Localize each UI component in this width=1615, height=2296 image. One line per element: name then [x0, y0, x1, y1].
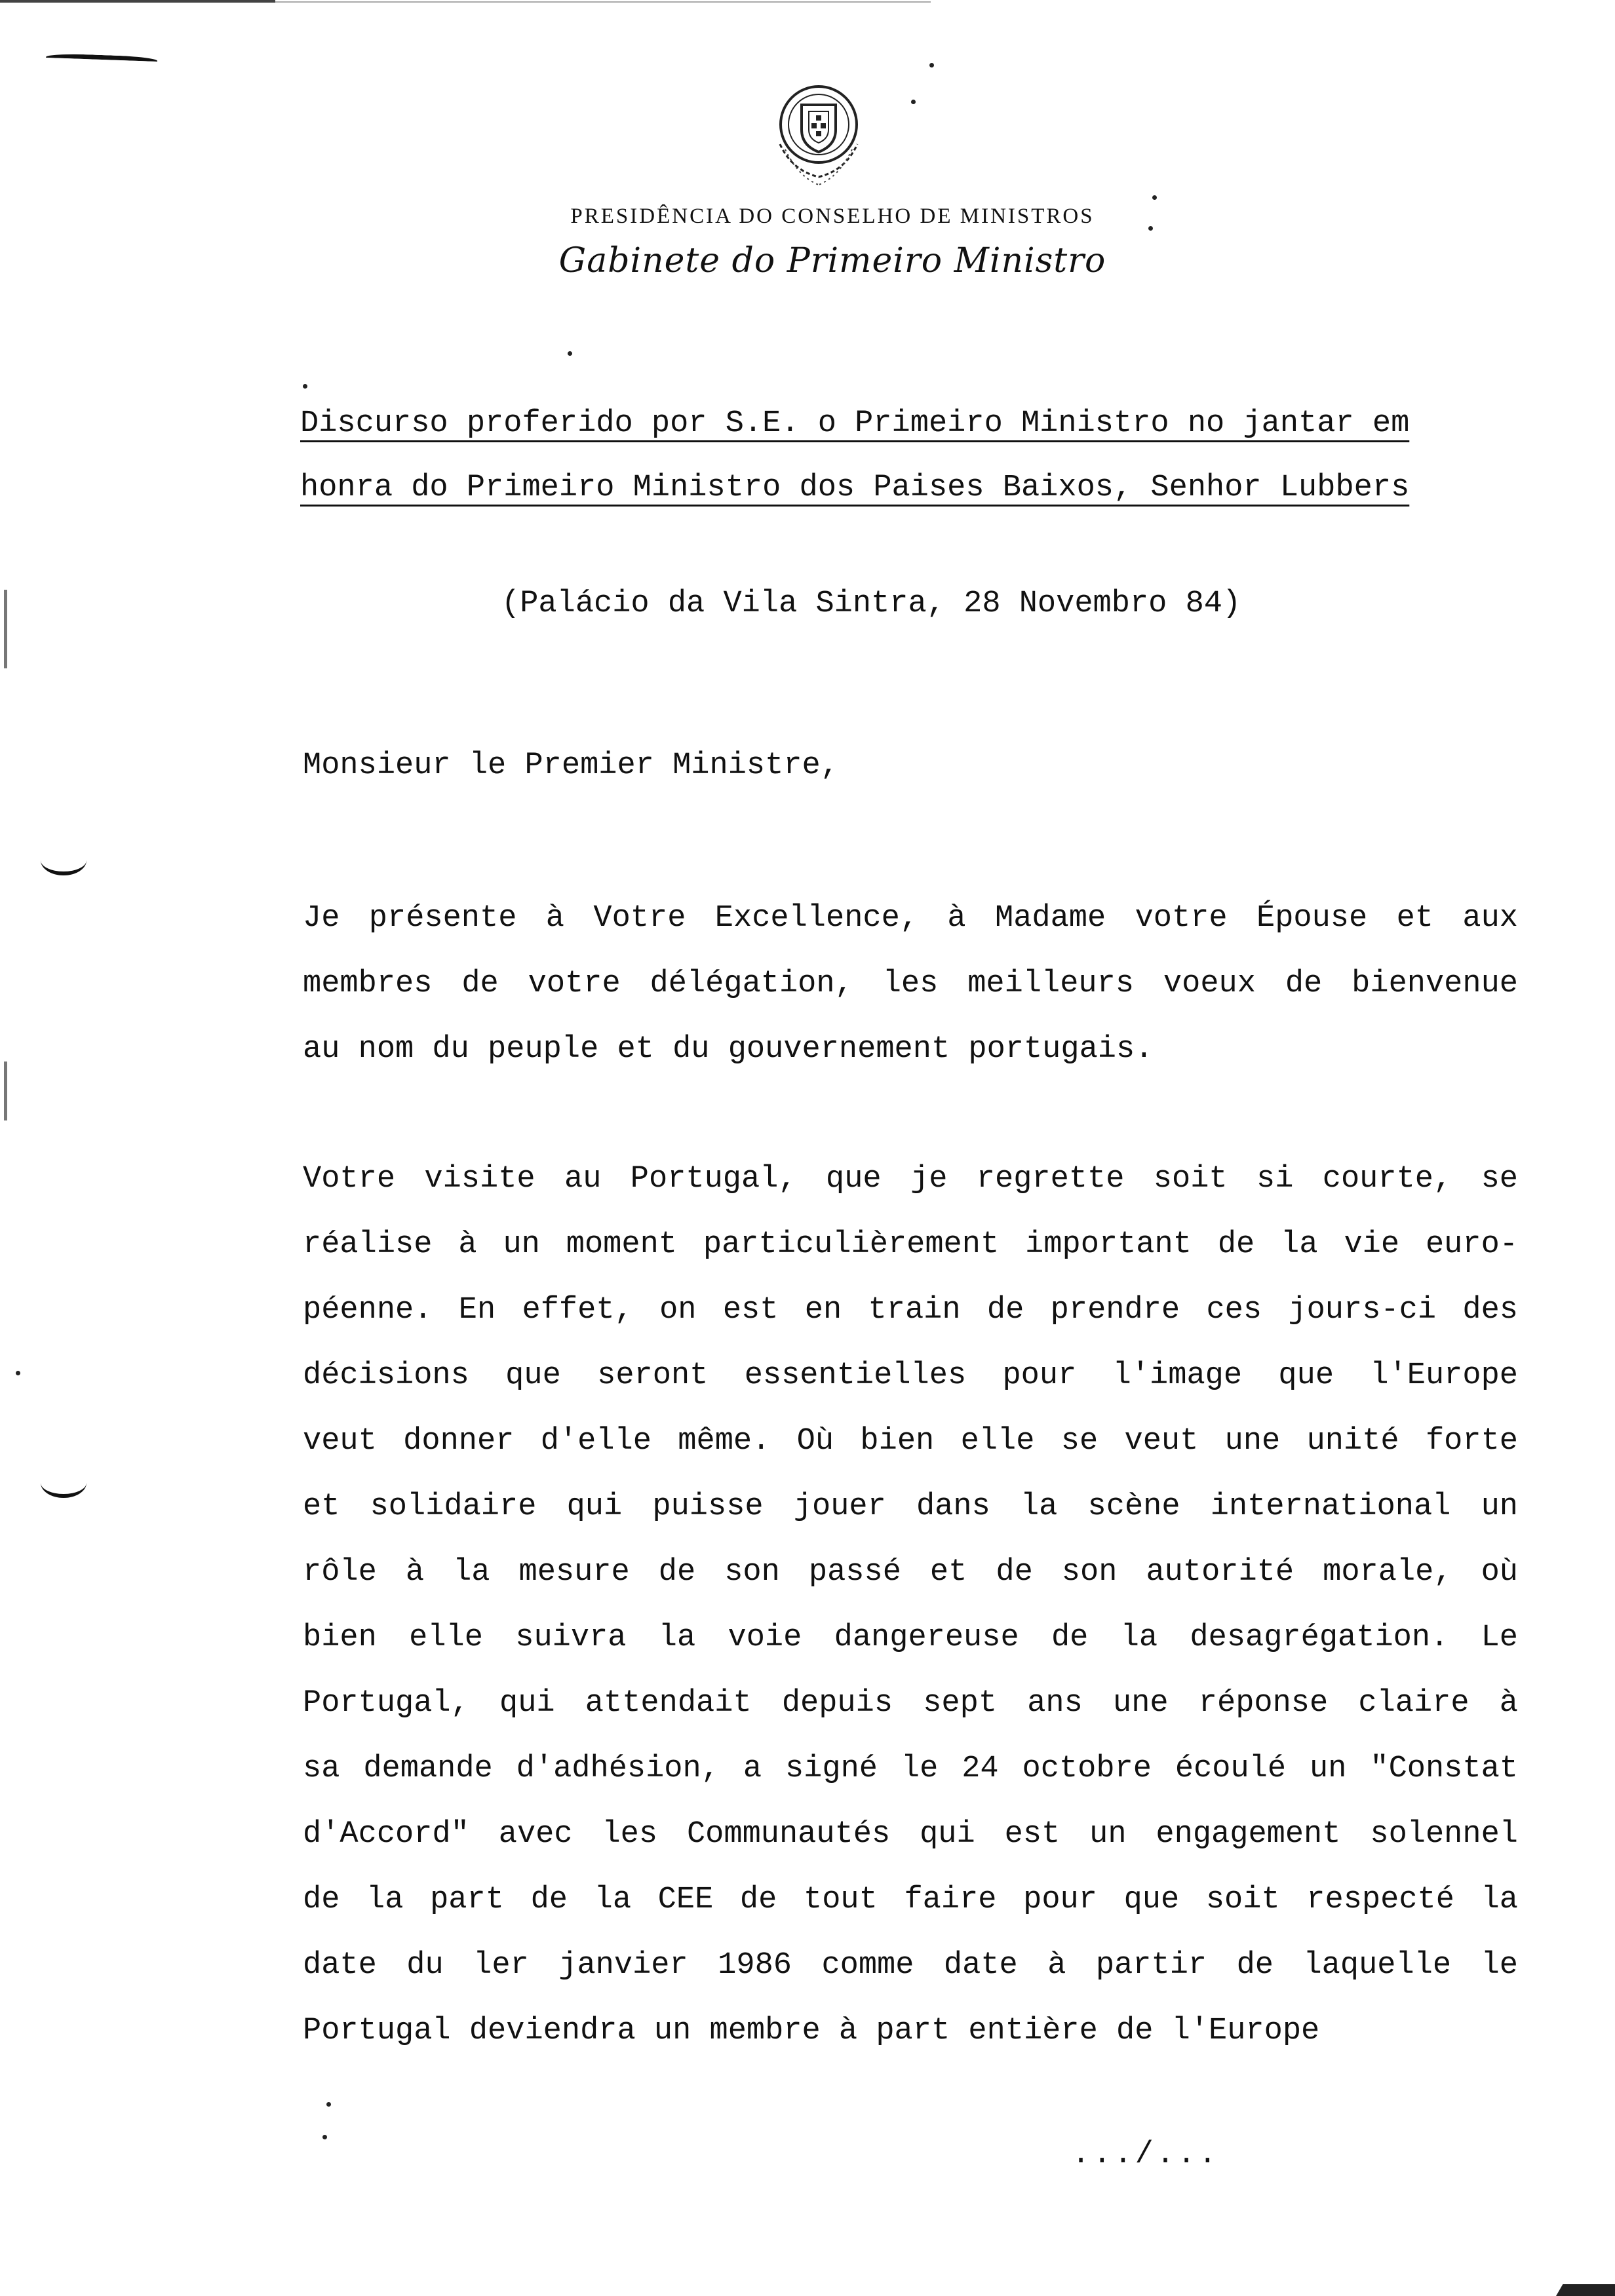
- scan-speck: [326, 2102, 331, 2107]
- scan-speck: [322, 2135, 327, 2139]
- paragraph-welcome: [303, 886, 1518, 1082]
- text-line: Votre visite au Portugal, que je regrette soit si courte, se: [303, 1162, 1518, 1196]
- text-line: et solidaire qui puisse jouer dans la scène international un: [303, 1489, 1518, 1524]
- text-line: au nom du peuple et du gouvernement portugais.: [303, 1032, 1154, 1067]
- scan-speck: [568, 351, 572, 356]
- document-title-line-2: honra do Primeiro Ministro dos Paises Baixos, Senhor Lubbers: [300, 470, 1410, 505]
- document-title-line-1: Discurso proferido por S.E. o Primeiro Ministro no jantar em: [300, 406, 1410, 441]
- scan-edge: [1556, 2284, 1615, 2296]
- scan-mark: [46, 53, 157, 67]
- scan-mark: [4, 590, 7, 668]
- text-line: bien elle suivra la voie dangereuse de la desagrégation. Le: [303, 1620, 1518, 1655]
- text-line: membres de votre délégation, les meilleurs voeux de bienvenue: [303, 966, 1518, 1001]
- scan-speck: [911, 100, 916, 104]
- text-line: de la part de la CEE de tout faire pour que soit respecté la: [303, 1883, 1518, 1917]
- scan-speck: [929, 63, 934, 67]
- text-line: rôle à la mesure de son passé et de son autorité morale, où: [303, 1555, 1518, 1590]
- text-line: Portugal, qui attendait depuis sept ans une réponse claire à: [303, 1686, 1518, 1721]
- scan-speck: [303, 384, 307, 389]
- text-line: Portugal deviendra un membre à part entière de l'Europe: [303, 2014, 1320, 2048]
- scan-mark: [4, 1062, 7, 1120]
- text-line: réalise à un moment particulièrement important de la vie euro-: [303, 1227, 1518, 1262]
- office-signature-line: Gabinete do Primeiro Ministro: [558, 241, 1106, 280]
- binder-hole: [41, 845, 87, 875]
- text-line: décisions que seront essentielles pour l'image que l'Europe: [303, 1358, 1518, 1393]
- text-line: sa demande d'adhésion, a signé le 24 octobre écoulé un "Constat: [303, 1751, 1518, 1786]
- scan-edge: [0, 0, 275, 3]
- text-line: d'Accord" avec les Communautés qui est un engagement solennel: [303, 1817, 1518, 1852]
- text-line: veut donner d'elle même. Où bien elle se veut une unité forte: [303, 1424, 1518, 1459]
- paragraph-visit: [303, 1147, 1518, 2064]
- institution-heading: PRESIDÊNCIA DO CONSELHO DE MINISTROS: [570, 204, 1095, 228]
- scan-speck: [16, 1371, 20, 1375]
- salutation: Monsieur le Premier Ministre,: [303, 748, 839, 783]
- binder-hole: [41, 1468, 87, 1498]
- text-line: péenne. En effet, on est en train de prendre ces jours-ci des: [303, 1293, 1518, 1328]
- page-continuation-mark: .../...: [1072, 2137, 1220, 2172]
- scan-speck: [1152, 195, 1157, 200]
- text-line: date du ler janvier 1986 comme date à partir de laquelle le: [303, 1948, 1518, 1983]
- coat-of-arms-icon: [766, 72, 872, 190]
- text-line: Je présente à Votre Excellence, à Madame votre Épouse et aux: [303, 901, 1518, 936]
- place-and-date: (Palácio da Vila Sintra, 28 Novembro 84): [501, 586, 1241, 621]
- scan-edge: [275, 1, 931, 3]
